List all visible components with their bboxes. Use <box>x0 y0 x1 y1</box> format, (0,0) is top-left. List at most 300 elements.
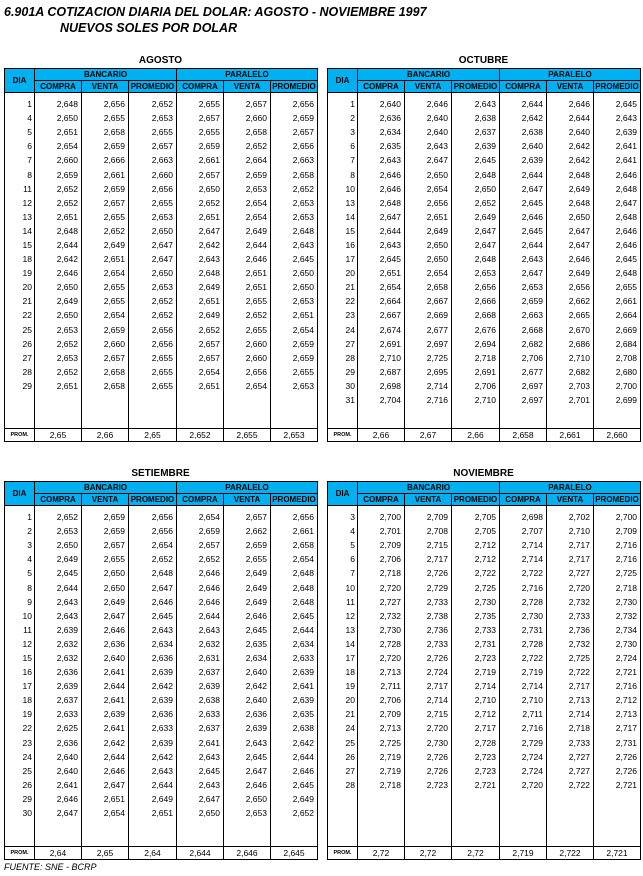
day-cell: 26 <box>328 750 358 764</box>
header-venta-paralelo: VENTA <box>224 81 271 93</box>
rate-cell: 2,651 <box>35 210 82 224</box>
day-cell: 12 <box>328 609 358 623</box>
rate-cell: 2,654 <box>224 210 271 224</box>
rates-table <box>327 68 641 442</box>
rate-cell: 2,664 <box>224 153 271 167</box>
rate-cell: 2,649 <box>547 182 594 196</box>
rate-cell: 2,727 <box>547 750 594 764</box>
rate-cell: 2,656 <box>129 524 177 538</box>
header-promedio-bancario: PROMEDIO <box>452 81 500 93</box>
rate-cell: 2,659 <box>35 167 82 181</box>
rate-cell: 2,659 <box>82 182 129 196</box>
table-row <box>5 238 318 252</box>
header-promedio-paralelo: PROMEDIO <box>272 81 316 91</box>
rate-cell: 2,653 <box>35 351 82 365</box>
rate-cell: 2,655 <box>177 97 224 111</box>
rate-cell: 2,726 <box>405 566 452 580</box>
average-cell: 2,66 <box>452 429 500 442</box>
rate-cell: 2,659 <box>224 167 271 181</box>
rate-cell: 2,713 <box>358 721 405 735</box>
average-cell: 2,65 <box>129 429 177 442</box>
rate-cell: 2,647 <box>452 238 500 252</box>
rate-cell: 2,729 <box>500 736 547 750</box>
day-cell: 18 <box>328 665 358 679</box>
rate-cell: 2,636 <box>129 651 177 665</box>
header-venta-paralelo: VENTA <box>224 494 271 506</box>
table-row <box>5 97 318 111</box>
rate-cell: 2,655 <box>177 125 224 139</box>
rate-cell: 2,642 <box>35 252 82 266</box>
rate-cell: 2,655 <box>82 210 129 224</box>
rate-cell: 2,643 <box>177 778 224 792</box>
day-cell: 25 <box>5 764 35 778</box>
day-cell: 20 <box>328 693 358 707</box>
day-cell: 5 <box>5 125 35 139</box>
rate-cell: 2,648 <box>547 167 594 181</box>
rate-cell: 2,645 <box>500 224 547 238</box>
rate-cell: 2,653 <box>35 524 82 538</box>
rate-cell: 2,643 <box>129 764 177 778</box>
day-cell: 22 <box>5 721 35 735</box>
rate-cell: 2,649 <box>452 210 500 224</box>
rate-cell: 2,633 <box>177 707 224 721</box>
rate-cell: 2,646 <box>82 764 129 778</box>
day-cell: 24 <box>328 323 358 337</box>
rate-cell: 2,651 <box>82 252 129 266</box>
rate-cell: 2,697 <box>500 379 547 393</box>
rate-cell: 2,654 <box>271 552 318 566</box>
rate-cell: 2,643 <box>358 238 405 252</box>
rate-cell: 2,710 <box>358 351 405 365</box>
rate-cell: 2,733 <box>547 736 594 750</box>
day-cell: 4 <box>328 524 358 538</box>
rate-cell: 2,720 <box>358 580 405 594</box>
average-cell: 2,721 <box>594 847 641 860</box>
rate-cell: 2,661 <box>82 167 129 181</box>
rate-cell: 2,647 <box>547 224 594 238</box>
rate-cell: 2,665 <box>547 308 594 322</box>
table-row <box>5 595 318 609</box>
rate-cell: 2,656 <box>405 196 452 210</box>
rate-cell: 2,711 <box>358 679 405 693</box>
rate-cell: 2,659 <box>271 351 318 365</box>
rate-cell: 2,654 <box>358 280 405 294</box>
rate-cell: 2,640 <box>224 665 271 679</box>
rate-cell: 2,656 <box>82 97 129 111</box>
rate-cell: 2,642 <box>224 679 271 693</box>
rate-cell: 2,632 <box>177 637 224 651</box>
rate-cell: 2,649 <box>224 595 271 609</box>
rate-cell: 2,643 <box>177 252 224 266</box>
table-row <box>5 182 318 196</box>
average-cell: 2,72 <box>405 847 452 860</box>
table-row <box>328 139 641 153</box>
rate-cell: 2,656 <box>452 280 500 294</box>
prom-label: PROM. <box>5 429 35 442</box>
rate-cell: 2,653 <box>271 196 318 210</box>
rate-cell: 2,724 <box>594 651 641 665</box>
rate-cell: 2,639 <box>129 665 177 679</box>
rate-cell: 2,709 <box>358 707 405 721</box>
day-cell: 15 <box>328 224 358 238</box>
rate-cell: 2,645 <box>271 609 318 623</box>
rate-cell: 2,646 <box>594 224 641 238</box>
rate-cell: 2,687 <box>358 365 405 379</box>
average-cell: 2,64 <box>35 847 82 860</box>
rate-cell: 2,655 <box>129 125 177 139</box>
rate-cell: 2,656 <box>271 139 318 153</box>
rate-cell: 2,724 <box>405 665 452 679</box>
rate-cell: 2,651 <box>177 294 224 308</box>
table-row <box>5 266 318 280</box>
rate-cell: 2,646 <box>271 764 318 778</box>
table-row <box>328 379 641 393</box>
rate-cell: 2,641 <box>271 679 318 693</box>
day-cell: 17 <box>328 651 358 665</box>
header-promedio-paralelo: PROMEDIO <box>272 494 316 504</box>
rate-cell: 2,726 <box>594 750 641 764</box>
rate-cell: 2,701 <box>547 393 594 407</box>
rate-cell: 2,647 <box>594 196 641 210</box>
header-venta-bancario: VENTA <box>82 81 129 93</box>
rate-cell: 2,664 <box>358 294 405 308</box>
rate-cell: 2,706 <box>500 351 547 365</box>
rate-cell: 2,656 <box>129 182 177 196</box>
rate-cell: 2,657 <box>177 351 224 365</box>
rate-cell: 2,716 <box>500 580 547 594</box>
rate-cell: 2,639 <box>271 693 318 707</box>
rate-cell: 2,669 <box>405 308 452 322</box>
average-cell: 2,645 <box>271 847 318 860</box>
table-row <box>328 210 641 224</box>
rate-cell: 2,656 <box>129 323 177 337</box>
header-promedio-bancario: PROMEDIO <box>129 494 177 506</box>
rate-cell: 2,700 <box>594 379 641 393</box>
table-row <box>328 280 641 294</box>
table-row <box>328 609 641 623</box>
rate-cell: 2,636 <box>35 736 82 750</box>
header-compra-paralelo: COMPRA <box>177 494 224 506</box>
rate-cell: 2,730 <box>594 637 641 651</box>
rate-cell: 2,641 <box>594 139 641 153</box>
table-noviembre <box>327 468 640 860</box>
rate-cell: 2,632 <box>35 651 82 665</box>
rate-cell: 2,649 <box>177 280 224 294</box>
rate-cell: 2,637 <box>177 665 224 679</box>
day-cell: 5 <box>5 566 35 580</box>
title-line-2: NUEVOS SOLES POR DOLAR <box>60 21 238 35</box>
rate-cell: 2,642 <box>177 238 224 252</box>
rate-cell: 2,656 <box>271 97 318 111</box>
table-title-octubre: OCTUBRE <box>458 55 509 66</box>
rate-cell: 2,654 <box>129 538 177 552</box>
rate-cell: 2,646 <box>500 210 547 224</box>
day-cell: 5 <box>328 538 358 552</box>
day-cell: 28 <box>328 351 358 365</box>
rate-cell: 2,657 <box>177 111 224 125</box>
header-bancario: BANCARIO <box>358 69 500 81</box>
table-row <box>328 693 641 707</box>
rate-cell: 2,736 <box>405 623 452 637</box>
rate-cell: 2,652 <box>271 806 318 820</box>
rate-cell: 2,644 <box>82 679 129 693</box>
rate-cell: 2,661 <box>177 153 224 167</box>
rate-cell: 2,731 <box>500 623 547 637</box>
rate-cell: 2,654 <box>177 510 224 524</box>
rate-cell: 2,701 <box>358 524 405 538</box>
rate-cell: 2,720 <box>405 721 452 735</box>
rate-cell: 2,722 <box>547 665 594 679</box>
rate-cell: 2,711 <box>500 707 547 721</box>
prom-label: PROM. <box>328 847 358 860</box>
rate-cell: 2,648 <box>271 580 318 594</box>
rate-cell: 2,716 <box>500 721 547 735</box>
day-cell: 21 <box>328 280 358 294</box>
header-dia: DIA <box>328 482 358 506</box>
rate-cell: 2,650 <box>452 182 500 196</box>
day-cell: 30 <box>5 806 35 820</box>
table-row <box>328 294 641 308</box>
rate-cell: 2,666 <box>82 153 129 167</box>
rate-cell: 2,660 <box>224 351 271 365</box>
table-row <box>328 308 641 322</box>
day-cell: 10 <box>328 182 358 196</box>
rate-cell: 2,659 <box>224 538 271 552</box>
day-cell: 31 <box>328 393 358 407</box>
header-venta-paralelo: VENTA <box>547 81 594 93</box>
table-row <box>5 764 318 778</box>
rate-cell: 2,649 <box>405 224 452 238</box>
rate-cell: 2,654 <box>224 379 271 393</box>
day-cell: 3 <box>328 125 358 139</box>
table-row <box>328 552 641 566</box>
header-dia: DIA <box>5 69 35 93</box>
rate-cell: 2,714 <box>452 679 500 693</box>
average-cell: 2,719 <box>500 847 547 860</box>
rate-cell: 2,636 <box>358 111 405 125</box>
rate-cell: 2,715 <box>405 538 452 552</box>
table-row <box>5 323 318 337</box>
day-cell: 27 <box>5 351 35 365</box>
rate-cell: 2,655 <box>271 365 318 379</box>
day-cell: 30 <box>328 379 358 393</box>
day-cell: 27 <box>328 764 358 778</box>
rate-cell: 2,706 <box>358 552 405 566</box>
rate-cell: 2,652 <box>177 552 224 566</box>
table-row <box>328 238 641 252</box>
day-cell: 4 <box>5 552 35 566</box>
rate-cell: 2,644 <box>547 111 594 125</box>
table-row <box>5 566 318 580</box>
rate-cell: 2,738 <box>405 609 452 623</box>
rate-cell: 2,649 <box>224 224 271 238</box>
rate-cell: 2,643 <box>271 238 318 252</box>
rate-cell: 2,633 <box>129 721 177 735</box>
rate-cell: 2,644 <box>271 623 318 637</box>
rate-cell: 2,722 <box>500 651 547 665</box>
header-promedio-bancario: PROMEDIO <box>452 494 500 506</box>
day-cell: 12 <box>5 637 35 651</box>
rate-cell: 2,645 <box>594 97 641 111</box>
rate-cell: 2,635 <box>224 637 271 651</box>
rate-cell: 2,652 <box>129 552 177 566</box>
rate-cell: 2,709 <box>405 510 452 524</box>
table-row <box>5 538 318 552</box>
table-row <box>5 524 318 538</box>
rate-cell: 2,663 <box>271 153 318 167</box>
rate-cell: 2,648 <box>594 210 641 224</box>
rate-cell: 2,653 <box>271 379 318 393</box>
rate-cell: 2,633 <box>271 651 318 665</box>
rate-cell: 2,658 <box>82 379 129 393</box>
rate-cell: 2,658 <box>271 538 318 552</box>
table-row <box>5 224 318 238</box>
rate-cell: 2,714 <box>500 552 547 566</box>
rate-cell: 2,676 <box>452 323 500 337</box>
rate-cell: 2,719 <box>358 750 405 764</box>
average-cell: 2,646 <box>224 847 271 860</box>
table-row <box>328 153 641 167</box>
rate-cell: 2,716 <box>405 393 452 407</box>
rate-cell: 2,635 <box>271 707 318 721</box>
table-row <box>5 294 318 308</box>
rate-cell: 2,732 <box>594 609 641 623</box>
rate-cell: 2,727 <box>547 764 594 778</box>
rate-cell: 2,646 <box>547 252 594 266</box>
rate-cell: 2,670 <box>547 323 594 337</box>
rate-cell: 2,655 <box>224 323 271 337</box>
rate-cell: 2,649 <box>547 266 594 280</box>
rate-cell: 2,639 <box>82 707 129 721</box>
day-cell: 3 <box>328 510 358 524</box>
rate-cell: 2,695 <box>405 365 452 379</box>
rate-cell: 2,637 <box>452 125 500 139</box>
table-row <box>5 365 318 379</box>
rate-cell: 2,651 <box>358 266 405 280</box>
day-cell: 7 <box>328 566 358 580</box>
rate-cell: 2,639 <box>35 623 82 637</box>
rate-cell: 2,638 <box>271 721 318 735</box>
day-cell: 24 <box>5 750 35 764</box>
table-row <box>5 736 318 750</box>
rate-cell: 2,682 <box>547 365 594 379</box>
header-dia: DIA <box>5 482 35 506</box>
rate-cell: 2,714 <box>405 379 452 393</box>
rate-cell: 2,717 <box>547 679 594 693</box>
title-line-1: 6.901A COTIZACION DIARIA DEL DOLAR: AGOSTO - NOVIEMBRE 1997 <box>4 5 427 19</box>
rate-cell: 2,625 <box>35 721 82 735</box>
rate-cell: 2,646 <box>35 792 82 806</box>
day-cell: 21 <box>5 294 35 308</box>
rate-cell: 2,662 <box>224 524 271 538</box>
rate-cell: 2,721 <box>452 778 500 792</box>
rate-cell: 2,645 <box>358 252 405 266</box>
rate-cell: 2,720 <box>358 651 405 665</box>
rate-cell: 2,652 <box>35 196 82 210</box>
rate-cell: 2,648 <box>547 196 594 210</box>
table-row <box>5 379 318 393</box>
rate-cell: 2,674 <box>358 323 405 337</box>
day-cell: 26 <box>5 337 35 351</box>
day-cell: 14 <box>328 637 358 651</box>
rate-cell: 2,648 <box>594 182 641 196</box>
rate-cell: 2,646 <box>129 595 177 609</box>
rate-cell: 2,723 <box>405 778 452 792</box>
rate-cell: 2,654 <box>82 266 129 280</box>
rate-cell: 2,677 <box>500 365 547 379</box>
rate-cell: 2,646 <box>35 266 82 280</box>
rate-cell: 2,645 <box>177 764 224 778</box>
rate-cell: 2,650 <box>177 182 224 196</box>
table-row <box>5 308 318 322</box>
rate-cell: 2,725 <box>547 651 594 665</box>
table-row <box>328 196 641 210</box>
table-row <box>328 736 641 750</box>
table-row <box>328 707 641 721</box>
rate-cell: 2,651 <box>224 280 271 294</box>
rate-cell: 2,653 <box>224 182 271 196</box>
source-note: FUENTE: SNE - BCRP <box>4 862 97 872</box>
rate-cell: 2,647 <box>82 609 129 623</box>
rate-cell: 2,642 <box>129 750 177 764</box>
rate-cell: 2,657 <box>177 538 224 552</box>
day-cell: 10 <box>328 580 358 594</box>
day-cell: 12 <box>5 196 35 210</box>
rate-cell: 2,657 <box>177 167 224 181</box>
rate-cell: 2,653 <box>452 266 500 280</box>
rate-cell: 2,640 <box>547 125 594 139</box>
table-row <box>5 125 318 139</box>
day-cell: 19 <box>5 707 35 721</box>
day-cell: 14 <box>5 224 35 238</box>
rate-cell: 2,643 <box>177 750 224 764</box>
rate-cell: 2,716 <box>594 679 641 693</box>
rate-cell: 2,639 <box>500 153 547 167</box>
rate-cell: 2,650 <box>129 224 177 238</box>
rate-cell: 2,731 <box>594 736 641 750</box>
rate-cell: 2,645 <box>500 196 547 210</box>
rate-cell: 2,710 <box>452 393 500 407</box>
rate-cell: 2,712 <box>594 693 641 707</box>
table-row <box>5 111 318 125</box>
rate-cell: 2,726 <box>405 750 452 764</box>
rate-cell: 2,660 <box>224 111 271 125</box>
rate-cell: 2,717 <box>594 721 641 735</box>
header-venta-paralelo: VENTA <box>547 494 594 506</box>
rate-cell: 2,677 <box>405 323 452 337</box>
rate-cell: 2,649 <box>35 294 82 308</box>
rate-cell: 2,716 <box>594 552 641 566</box>
day-cell: 21 <box>328 707 358 721</box>
rate-cell: 2,655 <box>129 196 177 210</box>
rate-cell: 2,710 <box>547 524 594 538</box>
average-cell: 2,660 <box>594 429 641 442</box>
rate-cell: 2,659 <box>271 337 318 351</box>
rate-cell: 2,719 <box>452 665 500 679</box>
table-title-noviembre: NOVIEMBRE <box>453 468 514 479</box>
header-compra-bancario: COMPRA <box>35 81 82 93</box>
average-cell: 2,644 <box>177 847 224 860</box>
rate-cell: 2,639 <box>271 665 318 679</box>
rate-cell: 2,655 <box>129 365 177 379</box>
rate-cell: 2,649 <box>82 238 129 252</box>
day-cell: 2 <box>5 524 35 538</box>
rate-cell: 2,717 <box>405 552 452 566</box>
rate-cell: 2,653 <box>129 111 177 125</box>
rate-cell: 2,652 <box>224 308 271 322</box>
rate-cell: 2,642 <box>547 139 594 153</box>
rate-cell: 2,715 <box>405 707 452 721</box>
